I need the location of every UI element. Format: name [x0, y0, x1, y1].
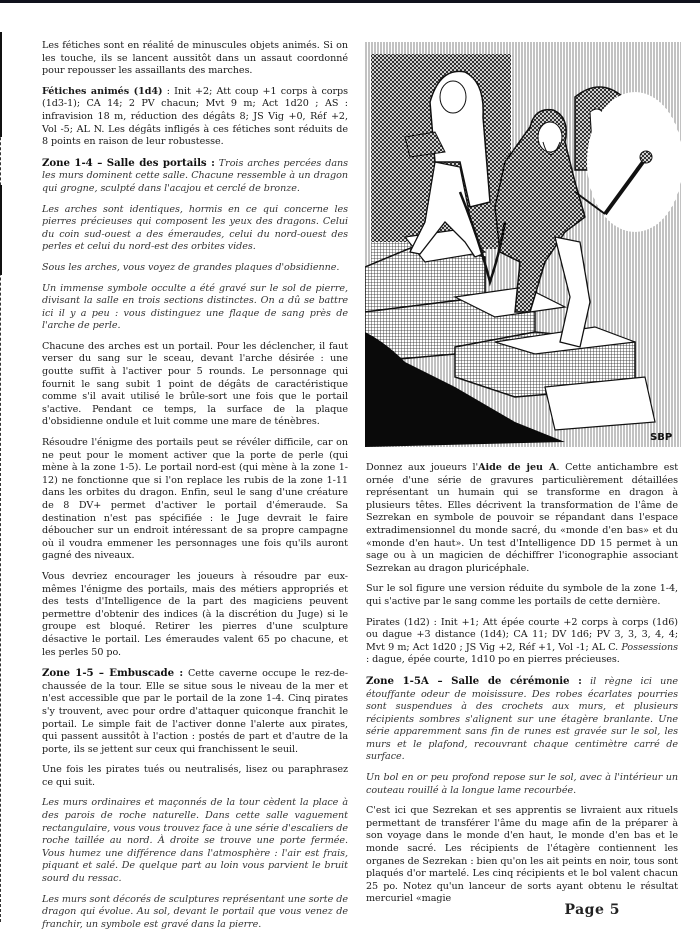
- paragraph: Chacune des arches est un portail. Pour les déclencher, il faut verser du sang sur le sceau, devant l'arche désirée : une goutte suffit à l'activer pour 5 rounds. Le personnage qui fournit le sang subit 1 point de dégâts de caractéristique comme s'il avait utilisé le brûle-sort une fois que le portail s'active. Pendant ce temps, la surface de la plaque d'obsidienne ondule et luit comme une mare de ténèbres.: [42, 340, 348, 428]
- read-aloud-text: Les murs ordinaires et maçonnés de la tour cèdent la place à des parois de roche naturelle. Dans cette salle vaguement rectangulaire, vous vous trouvez face à une série d'escaliers de roche taillée au nord. À droite se trouve une porte fermée. Vous humez une différence dans l'atmosphère : l'air est frais, piquant et salé. De quelque part au loin vous parvient le bruit sourd du ressac.: [42, 797, 348, 885]
- read-aloud-text: Un immense symbole occulte a été gravé sur le sol de pierre, divisant la salle en trois sections distinctes. On a dû se battre ici il y a peu : vous distinguez une flaque de sang près de l'arche de perle.: [42, 282, 348, 332]
- stat-block: [366, 617, 678, 667]
- zone-heading: Zone 1-5A – Salle de cérémonie :: [366, 674, 582, 687]
- possessions-label: Possessions: [621, 641, 678, 653]
- stat-text: : Init +1; Att épée courte +2 corps à corps (1d6) ou dague +3 distance (1d4); CA 11; DV 1d6; PV 3, 3, 3, 4, 4; Mvt 9 m; Act 1d20 ; JS Vig +2, Réf +1, Vol -1; AL C.: [366, 616, 678, 653]
- stat-block: [42, 86, 348, 149]
- read-aloud-text: Trois arches percées dans les murs dominent cette salle. Chacune ressemble à un dragon qui grogne, sculpté dans l'acajou et cerclé de bronze.: [42, 157, 348, 194]
- zone-entry: [42, 667, 348, 756]
- left-page-edge: [0, 32, 3, 922]
- stat-text: : Init +2; Att coup +1 corps à corps (1d3-1); CA 14; 2 PV chacun; Mvt 9 m; Act 1d20 ; AS : infravision 18 m, réduction des dégâts 8; JS Vig +0, Réf +2, Vol -5; AL N. Les dégâts infligés à ces fétiches sont réduits de 8 points en raison de leur robustesse.: [42, 85, 348, 148]
- monster-name: Pirates (1d2): [366, 616, 430, 628]
- bottom-border: [0, 930, 700, 936]
- page-number: Page 5: [564, 902, 620, 918]
- top-border: [0, 0, 700, 3]
- paragraph-text: . Cette antichambre est ornée d'une série de gravures particulièrement détaillées représentant un humain qui se transforme en dragon à plusieurs têtes. Elles décrivent la transformation de l'âme de Sezrekan en symbole de pouvoir se répandant dans l'espace extradimensionnel du monde sacré, du «monde d'en bas» et du «monde d'en haut». Un test d'Intelligence DD 15 permet à un sage ou à un magicien de déchiffrer l'iconographie associant Sezrekan au dragon pluricéphale.: [366, 462, 679, 574]
- read-aloud-text: Sous les arches, vous voyez de grandes plaques d'obsidienne.: [42, 261, 340, 273]
- right-column: [366, 462, 678, 914]
- left-column: [42, 40, 348, 939]
- paragraph: Vous devriez encourager les joueurs à résoudre par eux-mêmes l'énigme des portails, mais des métiers appropriés et des tests d'Intelligence de la part des magiciens peuvent permettre d'obtenir des indices (à la discrétion du Juge) si le groupe est bloqué. Retirer les pierres d'une sculpture désactive le portail. Les émeraudes valent 65 po chacune, et les perles 50 po.: [42, 570, 348, 658]
- zone-entry: [366, 675, 678, 764]
- paragraph: Une fois les pirates tués ou neutralisés, lisez ou paraphrasez ce qui suit.: [42, 764, 348, 788]
- zone-entry: [42, 157, 348, 196]
- read-aloud-text: Les murs sont décorés de sculptures représentant une sorte de dragon qui évolue. Au sol, devant le portail que vous venez de franchir, un symbole est gravé dans la pierre.: [42, 893, 348, 930]
- artist-signature: SBP: [650, 432, 673, 443]
- monster-name: Fétiches animés (1d4): [42, 85, 163, 97]
- zone-heading: Zone 1-4 – Salle des portails :: [42, 156, 215, 169]
- read-aloud-text: Les arches sont identiques, hormis en ce qui concerne les pierres précieuses qui composent les yeux des dragons. Celui du coin sud-ouest a des émeraudes, celui du nord-ouest des perles et celui du nord-est des orbites vides.: [42, 203, 348, 253]
- stairs-scene-illustration: [365, 42, 681, 447]
- illustration: [365, 42, 681, 447]
- paragraph: Les fétiches sont en réalité de minuscules objets animés. Si on les touche, ils se lancent aussitôt dans un assaut coordonné pour repousser les assaillants des marches.: [42, 40, 348, 77]
- read-aloud-text: Un bol en or peu profond repose sur le sol, avec à l'intérieur un couteau rouillé à la longue lame recourbée.: [366, 772, 678, 796]
- paragraph: [366, 462, 678, 575]
- zone-text: Cette caverne occupe le rez-de-chaussée de la tour. Elle se situe sous le niveau de la mer et n'est accessible que par le portail de la zone 1-4. Cinq pirates s'y trouvent, avec pour ordre d'attaquer quiconque franchit le portail. Le simple fait de l'activer donne l'alerte aux pirates, qui passent aussitôt à l'action : postés de part et d'autre de la porte, ils se jettent sur ceux qui franchissent le seuil.: [42, 668, 348, 755]
- handout-reference: Aide de jeu A: [478, 462, 557, 473]
- paragraph: Résoudre l'énigme des portails peut se révéler difficile, car on ne peut pour le moment activer que la porte de perle (qui mène à la zone 1-5). Le portail nord-est (qui mène à la zone 1-12) ne fonctionne que si l'on replace les rubis de la zone 1-11 dans les orbites du dragon. Enfin, seul le sang d'une créature de 8 DV+ permet d'activer le portail d'émeraude. Sa destination n'est pas spécifiée : le Juge devrait le faire déboucher sur un endroit intéressant de sa propre campagne où il voudra emmener les personnages une fois qu'ils auront gagné des niveaux.: [42, 437, 348, 562]
- paragraph: Sur le sol figure une version réduite du symbole de la zone 1-4, qui s'active par le sang comme les portails de cette dernière.: [366, 583, 678, 607]
- paragraph-text: Donnez aux joueurs l': [366, 462, 479, 473]
- left-edge-mark: [0, 32, 2, 137]
- paragraph: C'est ici que Sezrekan et ses apprentis se livraient aux rituels permettant de transférer l'âme du mage afin de la préparer à son voyage dans le monde d'en haut, le monde d'en bas et le monde sacré. Les récipients de l'étagère contiennent les organes de Sezrekan : bien qu'on les ait peints en noir, tous sont plaqués d'or martelé. Les cinq récipients et le bol valent chacun 25 po. Notez qu'un lanceur de sorts ayant obtenu le résultat mercuriel «magie: [366, 805, 678, 905]
- left-edge-mark: [0, 185, 2, 275]
- read-aloud-text: il règne ici une étouffante odeur de moisissure. Des robes écarlates pourries sont suspendues à des crochets aux murs, et plusieurs récipients sombres s'alignent sur une étagère branlante. Une série apparemment sans fin de runes est gravée sur le sol, les murs et le plafond, recouvrant chaque centimètre carré de surface.: [366, 675, 678, 763]
- zone-heading: Zone 1-5 – Embuscade :: [42, 667, 184, 680]
- possessions-text: : dague, épée courte, 1d10 po en pierres précieuses.: [366, 654, 620, 666]
